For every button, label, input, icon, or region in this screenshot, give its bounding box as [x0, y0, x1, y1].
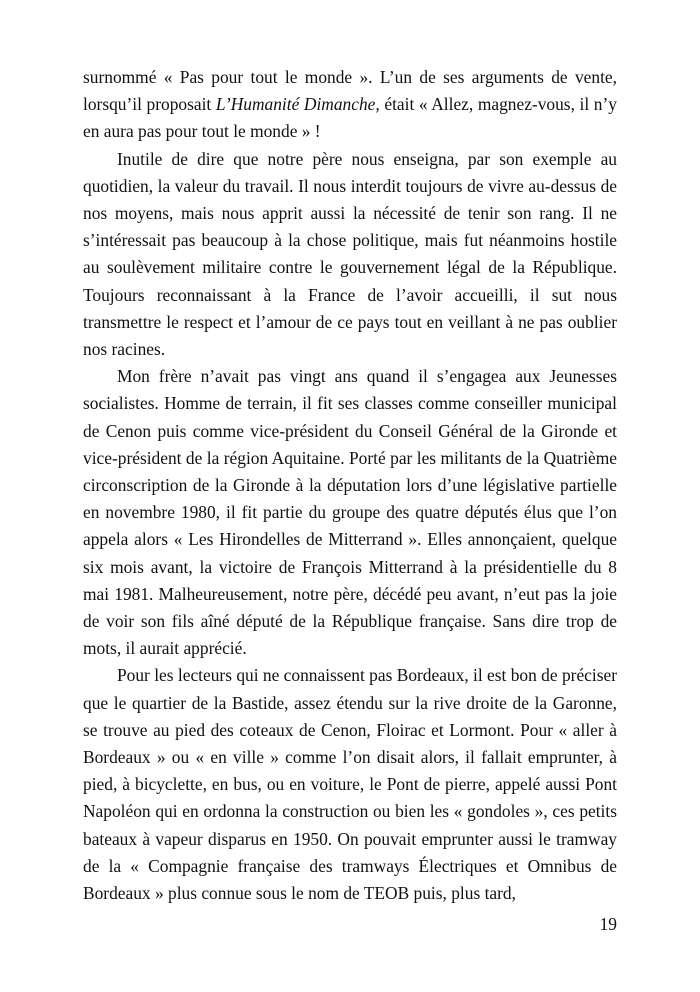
paragraph-1	[83, 64, 617, 146]
page-number: 19	[599, 914, 617, 934]
paragraph-1-end: était « Allez, magnez-vous, il n’y en aura pas pour tout le monde » !	[83, 94, 617, 142]
newspaper-title: L’Humanité Dimanche,	[215, 94, 380, 115]
paragraph-3: Mon frère n’avait pas vingt ans quand il s’engagea aux Jeunesses socialistes. Homme de terrain, il fit ses classes comme conseiller municipal de Cenon puis comme vice-président du Conseil Général de la Gironde et vice-président de la région Aquitaine. Porté par les militants de la Quatrième circonscription de la Gironde à la députation lors d’une législative partielle en novembre 1980, il fit partie du groupe des quatre députés élus que l’on appela alors « Les Hirondelles de Mitterrand ». Elles annonçaient, quelque six mois avant, la victoire de François Mitterrand à la présidentielle du 8 mai 1981. Malheureusement, notre père, décédé peu avant, n’eut pas la joie de voir son fils aîné député de la République française. Sans dire trop de mots, il aurait apprécié.	[83, 366, 617, 659]
paragraph-2: Inutile de dire que notre père nous enseigna, par son exemple au quotidien, la valeur du travail. Il nous interdit toujours de vivre au-dessus de nos moyens, mais nous apprit aussi la nécessité de tenir son rang. Il ne s’intéressait pas beaucoup à la chose politique, mais fut néanmoins hostile au soulèvement militaire contre le gouvernement légal de la République. Toujours reconnaissant à la France de l’avoir accueilli, il sut nous transmettre le respect et l’amour de ce pays tout en veillant à ne pas oublier nos racines.	[83, 148, 617, 360]
paragraph-4: Pour les lecteurs qui ne connaissent pas Bordeaux, il est bon de préciser que le quartier de la Bastide, assez étendu sur la rive droite de la Garonne, se trouve au pied des coteaux de Cenon, Floirac et Lormont. Pour « aller à Bordeaux » ou « en ville » comme l’on disait alors, il fallait emprunter, à pied, à bicyclette, en bus, ou en voiture, le Pont de pierre, appelé aussi Pont Napoléon qui en ordonna la construction ou bien les « gondoles », ces petits bateaux à vapeur disparus en 1950. On pouvait emprunter aussi le tramway de la « Compagnie française des tramways Électriques et Omnibus de Bordeaux » plus connue sous le nom de TEOB puis, plus tard,	[83, 665, 617, 904]
paragraph-1-start: surnommé « Pas pour tout le monde ». L’un de ses arguments de vente, lorsqu’il proposait	[83, 67, 617, 115]
body-text	[83, 64, 617, 907]
